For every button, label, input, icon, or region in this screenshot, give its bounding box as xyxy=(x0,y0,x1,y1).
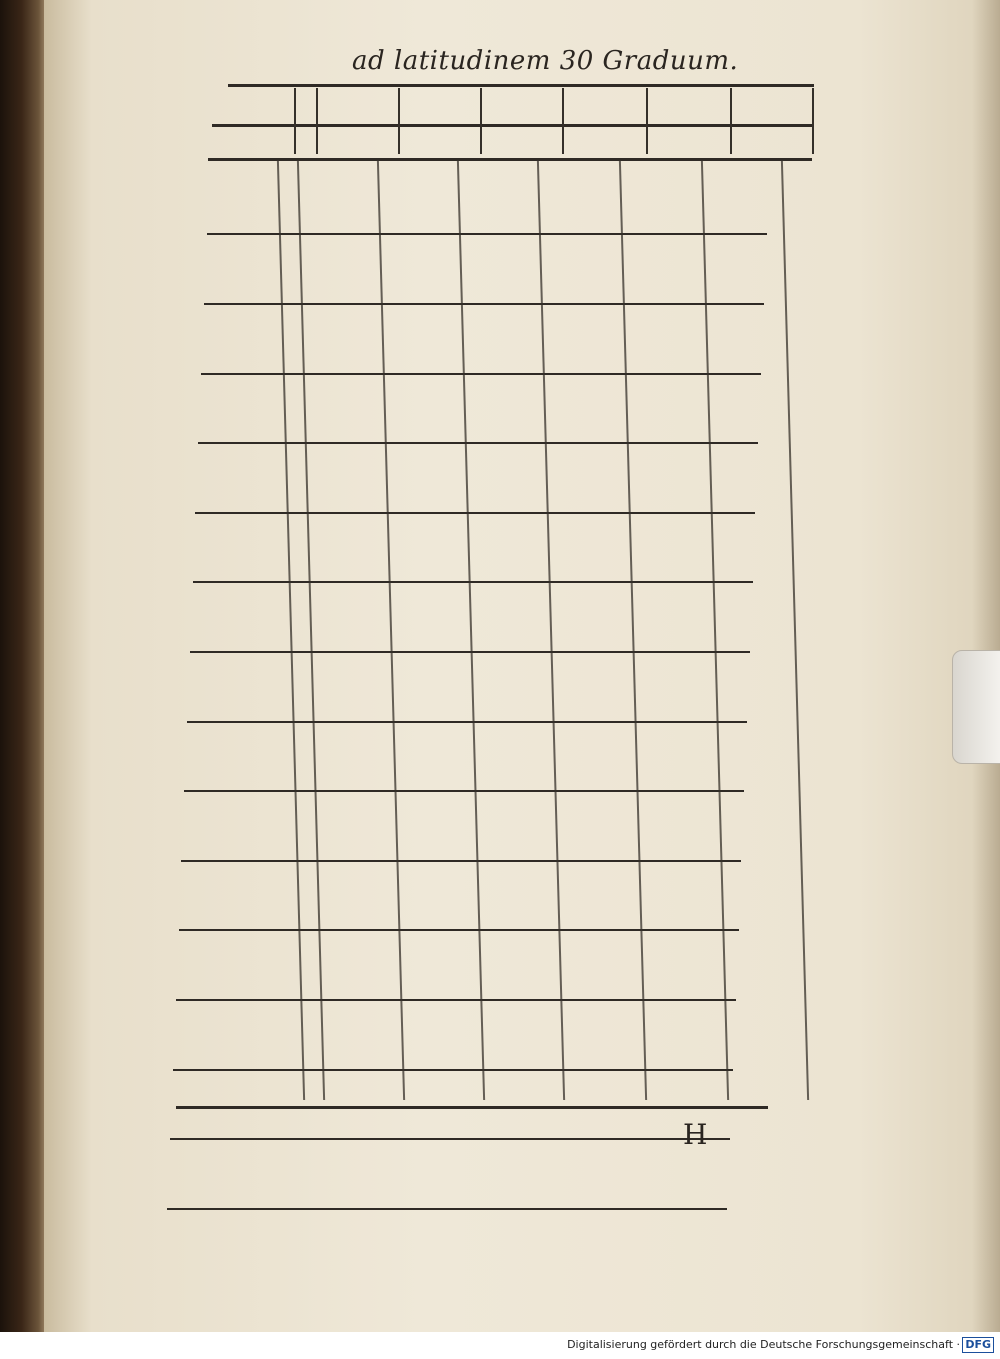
dfg-logo: DFG xyxy=(962,1337,994,1353)
page-header: ad latitudinem 30 Graduum. xyxy=(352,46,739,76)
row-group-rule xyxy=(181,860,741,862)
paper-tab xyxy=(952,650,1000,764)
header-rule-mid xyxy=(212,124,812,127)
credit-text: Digitalisierung gefördert durch die Deutsche Forschungsgemeinschaft · xyxy=(567,1338,960,1351)
book-page xyxy=(44,0,1000,1332)
row-group-rule xyxy=(201,373,761,375)
column-rule xyxy=(646,88,648,154)
signature-mark: H xyxy=(683,1118,708,1151)
column-rule xyxy=(398,88,400,154)
column-rule xyxy=(316,88,318,154)
column-rule xyxy=(562,88,564,154)
row-group-rule xyxy=(195,512,755,514)
book-spine xyxy=(0,0,48,1359)
row-group-rule xyxy=(176,999,736,1001)
row-group-rule xyxy=(193,581,753,583)
row-group-rule xyxy=(170,1138,730,1140)
column-rule xyxy=(294,88,296,154)
row-group-rule xyxy=(184,790,744,792)
column-rule xyxy=(730,88,732,154)
row-group-rule xyxy=(173,1069,733,1071)
row-group-rule xyxy=(198,442,758,444)
row-group-rule xyxy=(207,233,767,235)
column-rule xyxy=(812,88,814,154)
row-group-rule xyxy=(187,721,747,723)
row-group-rule xyxy=(204,303,764,305)
row-group-rule xyxy=(167,1208,727,1210)
row-group-rule xyxy=(179,929,739,931)
table-rule-bottom xyxy=(176,1106,768,1109)
header-rule-top xyxy=(228,84,814,87)
column-rule xyxy=(480,88,482,154)
